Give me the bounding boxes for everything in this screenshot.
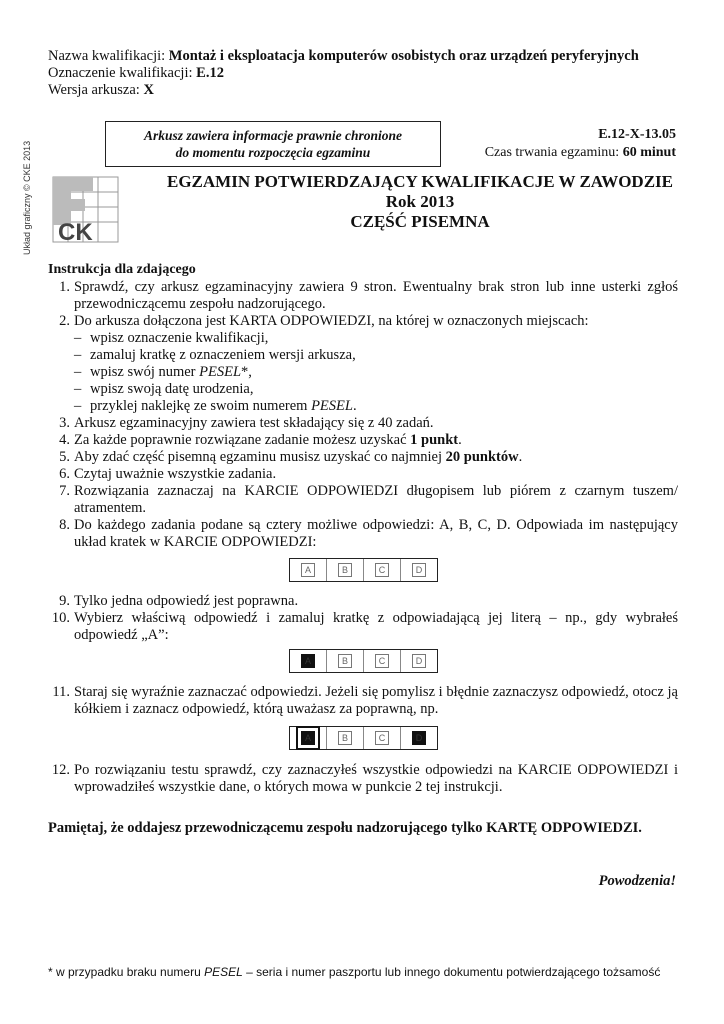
item-number: 8. [59, 517, 70, 533]
sub-dash: – [74, 364, 82, 380]
instruction-list-part-4 [48, 762, 678, 796]
answer-box [327, 727, 364, 749]
qualification-name-value: Montaż i eksploatacja komputerów osobistych oraz urządzeń peryferyjnych [168, 48, 639, 64]
answer-cell-b: B [338, 731, 352, 745]
qualification-name-line [48, 48, 639, 65]
item-number: 5. [59, 449, 70, 465]
cke-logo [48, 172, 123, 247]
answer-cell-a-circled: A [301, 731, 315, 745]
list-item [48, 466, 678, 483]
reminder: Pamiętaj, że oddajesz przewodniczącemu zespołu nadzorującego tylko KARTĘ ODPOWIEDZI. [48, 820, 642, 836]
qualification-code-label: Oznaczenie kwalifikacji: [48, 65, 193, 81]
qualification-code-value: E.12 [196, 65, 224, 81]
answer-cell-b: B [338, 563, 352, 577]
sub-text: wpisz oznaczenie kwalifikacji, [90, 330, 269, 346]
answer-grid-example [289, 558, 438, 582]
sub-text: wpisz swoją datę urodzenia, [90, 381, 254, 397]
list-item [48, 449, 678, 466]
item-text: Po rozwiązaniu testu sprawdź, czy zaznaczyłeś wszystkie odpowiedzi na KARCIE ODPOWIEDZI i wprowadziłeś wszystkie dane, o których mowa w punkcie 2 tej instrukcji. [74, 762, 678, 795]
answer-box [327, 559, 364, 581]
item-number: 10. [51, 610, 70, 626]
qualification-code-line [48, 65, 224, 82]
footnote-text-end: – seria i numer paszportu lub innego dokumentu potwierdzającego tożsamość [242, 965, 661, 979]
item-text: Za każde poprawnie rozwiązane zadanie możesz uzyskać [74, 432, 411, 448]
item-number: 12. [51, 762, 70, 778]
answer-box [401, 650, 437, 672]
logo-text: CK [58, 219, 93, 246]
sub-item [48, 398, 678, 415]
sub-text: przyklej naklejkę ze swoim numerem [90, 398, 312, 414]
item-text: Arkusz egzaminacyjny zawiera test składający się z 40 zadań. [74, 415, 434, 431]
sub-text-end: *, [241, 364, 252, 380]
version-line [48, 82, 154, 99]
item-number: 2. [59, 313, 70, 329]
item-number: 9. [59, 593, 70, 609]
list-item [48, 593, 678, 610]
sub-text: zamaluj kratkę z oznaczeniem wersji arkusza, [90, 347, 356, 363]
answer-box [364, 727, 401, 749]
sub-item [48, 347, 678, 364]
sub-text: wpisz swój numer [90, 364, 200, 380]
list-item [48, 432, 678, 449]
sidebar-credit: Układ graficzny © CKE 2013 [22, 140, 32, 255]
duration-label: Czas trwania egzaminu: [484, 145, 620, 160]
answer-cell-c: C [375, 563, 389, 577]
exam-code: E.12-X-13.05 [598, 127, 676, 142]
item-number: 4. [59, 432, 70, 448]
answer-cell-b: B [338, 654, 352, 668]
title-line-1: EGZAMIN POTWIERDZAJĄCY KWALIFIKACJE W ZAWODZIE [167, 172, 673, 191]
duration-line [485, 145, 676, 161]
instruction-list-part-3 [48, 684, 678, 718]
good-luck: Powodzenia! [598, 873, 676, 889]
answer-box [290, 650, 327, 672]
answer-cell-c: C [375, 731, 389, 745]
list-item [48, 415, 678, 432]
instructions-heading: Instrukcja dla zdającego [48, 262, 196, 277]
sub-dash: – [74, 330, 82, 346]
item-text: Sprawdź, czy arkusz egzaminacyjny zawiera 9 stron. Ewentualny brak stron lub inne usterki zgłoś przewodniczącemu zespołu nadzorującego. [74, 279, 678, 312]
item-number: 11. [52, 684, 70, 700]
list-item [48, 684, 678, 718]
answer-box [364, 650, 401, 672]
item-text: Rozwiązania zaznaczaj na KARCIE ODPOWIEDZI długopisem lub piórem z czarnym tuszem/ atramentem. [74, 483, 678, 516]
footnote-text: * w przypadku braku numeru [48, 965, 205, 979]
title-line-3: CZĘŚĆ PISEMNA [350, 212, 490, 231]
sub-item [48, 330, 678, 347]
list-item [48, 279, 678, 313]
sub-dash: – [74, 347, 82, 363]
item-text: Wybierz właściwą odpowiedź i zamaluj kratkę z odpowiadającą jej literą – np., gdy wybrałeś odpowiedź „A”: [74, 610, 678, 643]
answer-cell-d: D [412, 654, 426, 668]
pesel-term: PESEL [311, 398, 353, 414]
version-label: Wersja arkusza: [48, 82, 140, 98]
item-number: 1. [59, 279, 70, 295]
item-text-end: . [458, 432, 462, 448]
item-number: 6. [59, 466, 70, 482]
answer-cell-a-filled: A [301, 654, 315, 668]
qualification-name-label: Nazwa kwalifikacji: [48, 48, 166, 64]
list-item [48, 313, 678, 330]
sub-text-end: . [352, 398, 357, 414]
notice-line-1: Arkusz zawiera informacje prawnie chronione [143, 128, 403, 143]
answer-cell-a: A [301, 563, 315, 577]
list-item [48, 762, 678, 796]
version-value: X [143, 82, 154, 98]
answer-box [401, 727, 437, 749]
list-item [48, 517, 678, 551]
answer-grid-correction-example [289, 726, 438, 750]
list-item [48, 610, 678, 644]
sub-item [48, 381, 678, 398]
answer-box [364, 559, 401, 581]
answer-cell-d: D [412, 563, 426, 577]
pesel-term: PESEL [199, 364, 242, 380]
footnote [48, 965, 660, 979]
footnote-pesel: PESEL [204, 965, 243, 979]
title-line-2: Rok 2013 [385, 192, 455, 211]
confidential-notice-box [105, 121, 441, 167]
answer-box [401, 559, 437, 581]
sub-item [48, 364, 678, 381]
instruction-list-part-2 [48, 593, 678, 644]
item-emphasis: 20 punktów [445, 449, 519, 465]
instruction-list-part-1 [48, 279, 678, 551]
sub-dash: – [74, 381, 82, 397]
item-text: Do każdego zadania podane są cztery możliwe odpowiedzi: A, B, C, D. Odpowiada im następujący układ kratek w KARCIE ODPOWIEDZI: [74, 517, 678, 550]
answer-box [327, 650, 364, 672]
sub-dash: – [74, 398, 82, 414]
notice-line-2: do momentu rozpoczęcia egzaminu [175, 145, 371, 160]
list-item [48, 483, 678, 517]
answer-cell-c: C [375, 654, 389, 668]
answer-box [290, 559, 327, 581]
item-text: Do arkusza dołączona jest KARTA ODPOWIEDZI, na której w oznaczonych miejscach: [74, 313, 589, 329]
item-text: Czytaj uważnie wszystkie zadania. [74, 466, 277, 482]
item-text-end: . [518, 449, 523, 465]
duration-value: 60 minut [622, 145, 676, 160]
item-number: 3. [59, 415, 70, 431]
item-text: Aby zdać część pisemną egzaminu musisz uzyskać co najmniej [74, 449, 446, 465]
item-text: Staraj się wyraźnie zaznaczać odpowiedzi. Jeżeli się pomylisz i błędnie zaznaczysz odpowiedź, otocz ją kółkiem i zaznacz odpowiedź, którą uważasz za poprawną, np. [74, 684, 678, 717]
answer-cell-d-filled: D [412, 731, 426, 745]
item-emphasis: 1 punkt [410, 432, 459, 448]
answer-box [290, 727, 327, 749]
answer-grid-filled-example [289, 649, 438, 673]
item-text: Tylko jedna odpowiedź jest poprawna. [74, 593, 299, 609]
item-number: 7. [59, 483, 70, 499]
